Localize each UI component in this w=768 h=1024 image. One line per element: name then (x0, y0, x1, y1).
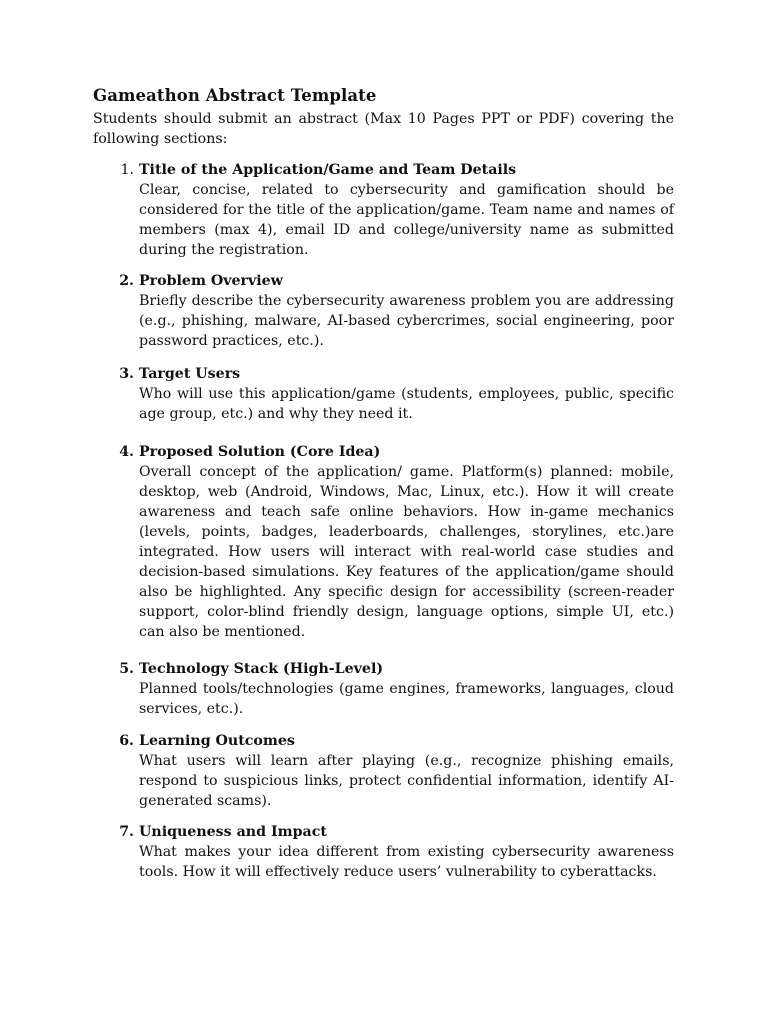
section-heading (116, 731, 674, 751)
section-heading (116, 364, 674, 384)
document-title: Gameathon Abstract Template (93, 86, 377, 105)
section-title: Proposed Solution (Core Idea) (139, 444, 381, 460)
section-1 (116, 160, 674, 260)
section-heading (116, 160, 674, 180)
section-body: Planned tools/technologies (game engines, frameworks, languages, cloud services, etc.). (139, 681, 674, 717)
section-number: 3. (119, 366, 134, 382)
section-title: Target Users (139, 366, 241, 382)
section-number: 4. (119, 444, 134, 460)
section-heading (116, 442, 674, 462)
section-3 (116, 364, 674, 424)
section-title: Title of the Application/Game and Team Details (139, 162, 517, 178)
section-4 (116, 442, 674, 642)
section-5 (116, 659, 674, 719)
section-number: 7. (119, 824, 134, 840)
section-6 (116, 731, 674, 811)
section-body: Overall concept of the application/ game. Platform(s) planned: mobile, desktop, web (Android, Windows, Mac, Linux, etc.). How it will create awareness and teach safe online behaviors. How in-game mechanics (levels, points, badges, leaderboards, challenges, storylines, etc.)are integrated. How users will interact with real-world case studies and decision-based simulations. Key features of the application/game should also be highlighted. Any specific design for accessibility (screen-reader support, color-blind friendly design, language options, simple UI, etc.) can also be mentioned. (139, 464, 674, 640)
section-2 (116, 271, 674, 351)
section-title: Learning Outcomes (139, 733, 295, 749)
section-7 (116, 822, 674, 882)
section-heading (116, 271, 674, 291)
section-body: What users will learn after playing (e.g., recognize phishing emails, respond to suspicious links, protect confidential information, identify AI-generated scams). (139, 753, 674, 809)
section-body: Briefly describe the cybersecurity awareness problem you are addressing (e.g., phishing, malware, AI-based cybercrimes, social engineering, poor password practices, etc.). (139, 293, 674, 349)
section-number: 5. (119, 661, 134, 677)
section-number: 6. (119, 733, 134, 749)
section-title: Technology Stack (High-Level) (139, 661, 384, 677)
section-heading (116, 822, 674, 842)
section-body: What makes your idea different from existing cybersecurity awareness tools. How it will effectively reduce users’ vulnerability to cyberattacks. (139, 844, 674, 880)
section-body: Who will use this application/game (students, employees, public, specific age group, etc.) and why they need it. (139, 386, 674, 422)
section-body: Clear, concise, related to cybersecurity and gamification should be considered for the title of the application/game. Team name and names of members (max 4), email ID and college/university name as submitted during the registration. (139, 182, 674, 258)
section-number: 1. (120, 162, 134, 178)
section-heading (116, 659, 674, 679)
intro-paragraph: Students should submit an abstract (Max 10 Pages PPT or PDF) covering the following sections: (93, 111, 674, 147)
section-title: Uniqueness and Impact (139, 824, 327, 840)
section-title: Problem Overview (139, 273, 283, 289)
section-number: 2. (119, 273, 134, 289)
